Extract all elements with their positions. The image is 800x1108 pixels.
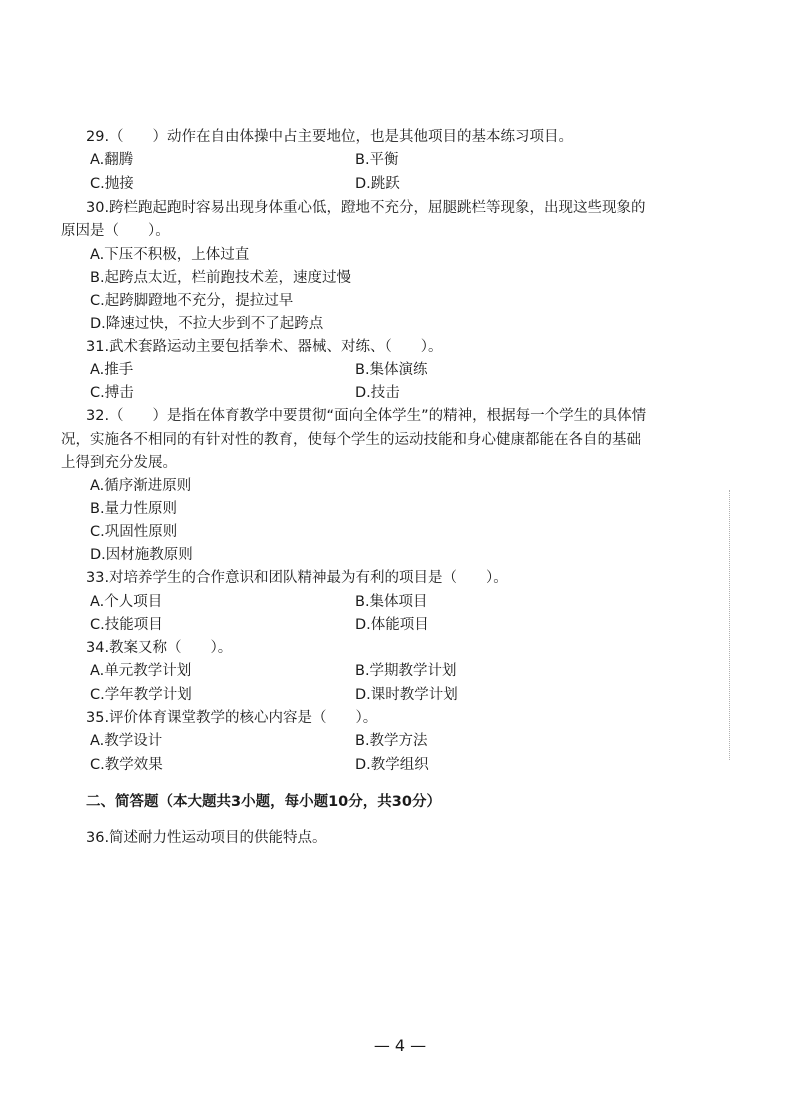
- q34-option-d: D.课时教学计划: [355, 687, 458, 703]
- q33-option-c: C.技能项目: [90, 617, 163, 633]
- q31-option-a: A.推手: [90, 362, 134, 378]
- question-30-stem-line2: 原因是（ ）。: [61, 223, 170, 239]
- q35-option-d: D.教学组织: [355, 757, 429, 773]
- question-32-stem-line2: 况，实施各不相同的有针对性的教育，使每个学生的运动技能和身心健康都能在各自的基础: [61, 432, 641, 448]
- q35-option-c: C.教学效果: [90, 757, 163, 773]
- question-30-stem-line1: 30.跨栏跑起跑时容易出现身体重心低，蹬地不充分，屈腿跳栏等现象，出现这些现象的: [86, 200, 646, 216]
- page-number: — 4 —: [373, 1036, 427, 1055]
- q29-option-c: C.抛接: [90, 176, 134, 192]
- q32-option-c: C.巩固性原则: [90, 524, 178, 540]
- section-2-heading: 二、简答题（本大题共3小题，每小题10分，共30分）: [86, 794, 441, 810]
- q29-option-d: D.跳跃: [355, 176, 400, 192]
- q30-option-a: A.下压不积极，上体过直: [90, 247, 250, 263]
- question-36-stem: 36.简述耐力性运动项目的供能特点。: [86, 830, 327, 846]
- q34-option-c: C.学年教学计划: [90, 687, 192, 703]
- q33-option-b: B.集体项目: [355, 594, 428, 610]
- question-35-stem: 35.评价体育课堂教学的核心内容是（ ）。: [86, 710, 378, 726]
- question-31-stem: 31.武术套路运动主要包括拳术、器械、对练、（ ）。: [86, 339, 443, 355]
- q30-option-b: B.起跨点太近，栏前跑技术差，速度过慢: [90, 270, 352, 286]
- q34-option-b: B.学期教学计划: [355, 663, 457, 679]
- q35-option-a: A.教学设计: [90, 733, 163, 749]
- scan-edge-mark: [729, 490, 731, 760]
- q32-option-d: D.因材施教原则: [90, 547, 193, 563]
- q29-option-b: B.平衡: [355, 152, 399, 168]
- q31-option-c: C.搏击: [90, 385, 134, 401]
- q34-option-a: A.单元教学计划: [90, 663, 192, 679]
- question-32-stem-line1: 32.（ ）是指在体育教学中要贯彻“面向全体学生”的精神，根据每一个学生的具体情: [86, 408, 647, 424]
- q31-option-b: B.集体演练: [355, 362, 428, 378]
- q31-option-d: D.技击: [355, 385, 400, 401]
- q33-option-a: A.个人项目: [90, 594, 163, 610]
- q29-option-a: A.翻腾: [90, 152, 134, 168]
- question-33-stem: 33.对培养学生的合作意识和团队精神最为有利的项目是（ ）。: [86, 570, 508, 586]
- q33-option-d: D.体能项目: [355, 617, 429, 633]
- q30-option-c: C.起跨脚蹬地不充分，提拉过早: [90, 293, 294, 309]
- q32-option-b: B.量力性原则: [90, 501, 178, 517]
- question-34-stem: 34.教案又称（ ）。: [86, 640, 233, 656]
- question-29-stem: 29.（ ）动作在自由体操中占主要地位，也是其他项目的基本练习项目。: [86, 129, 574, 145]
- question-32-stem-line3: 上得到充分发展。: [61, 455, 177, 471]
- q32-option-a: A.循序渐进原则: [90, 478, 192, 494]
- q30-option-d: D.降速过快，不拉大步到不了起跨点: [90, 316, 324, 332]
- q35-option-b: B.教学方法: [355, 733, 428, 749]
